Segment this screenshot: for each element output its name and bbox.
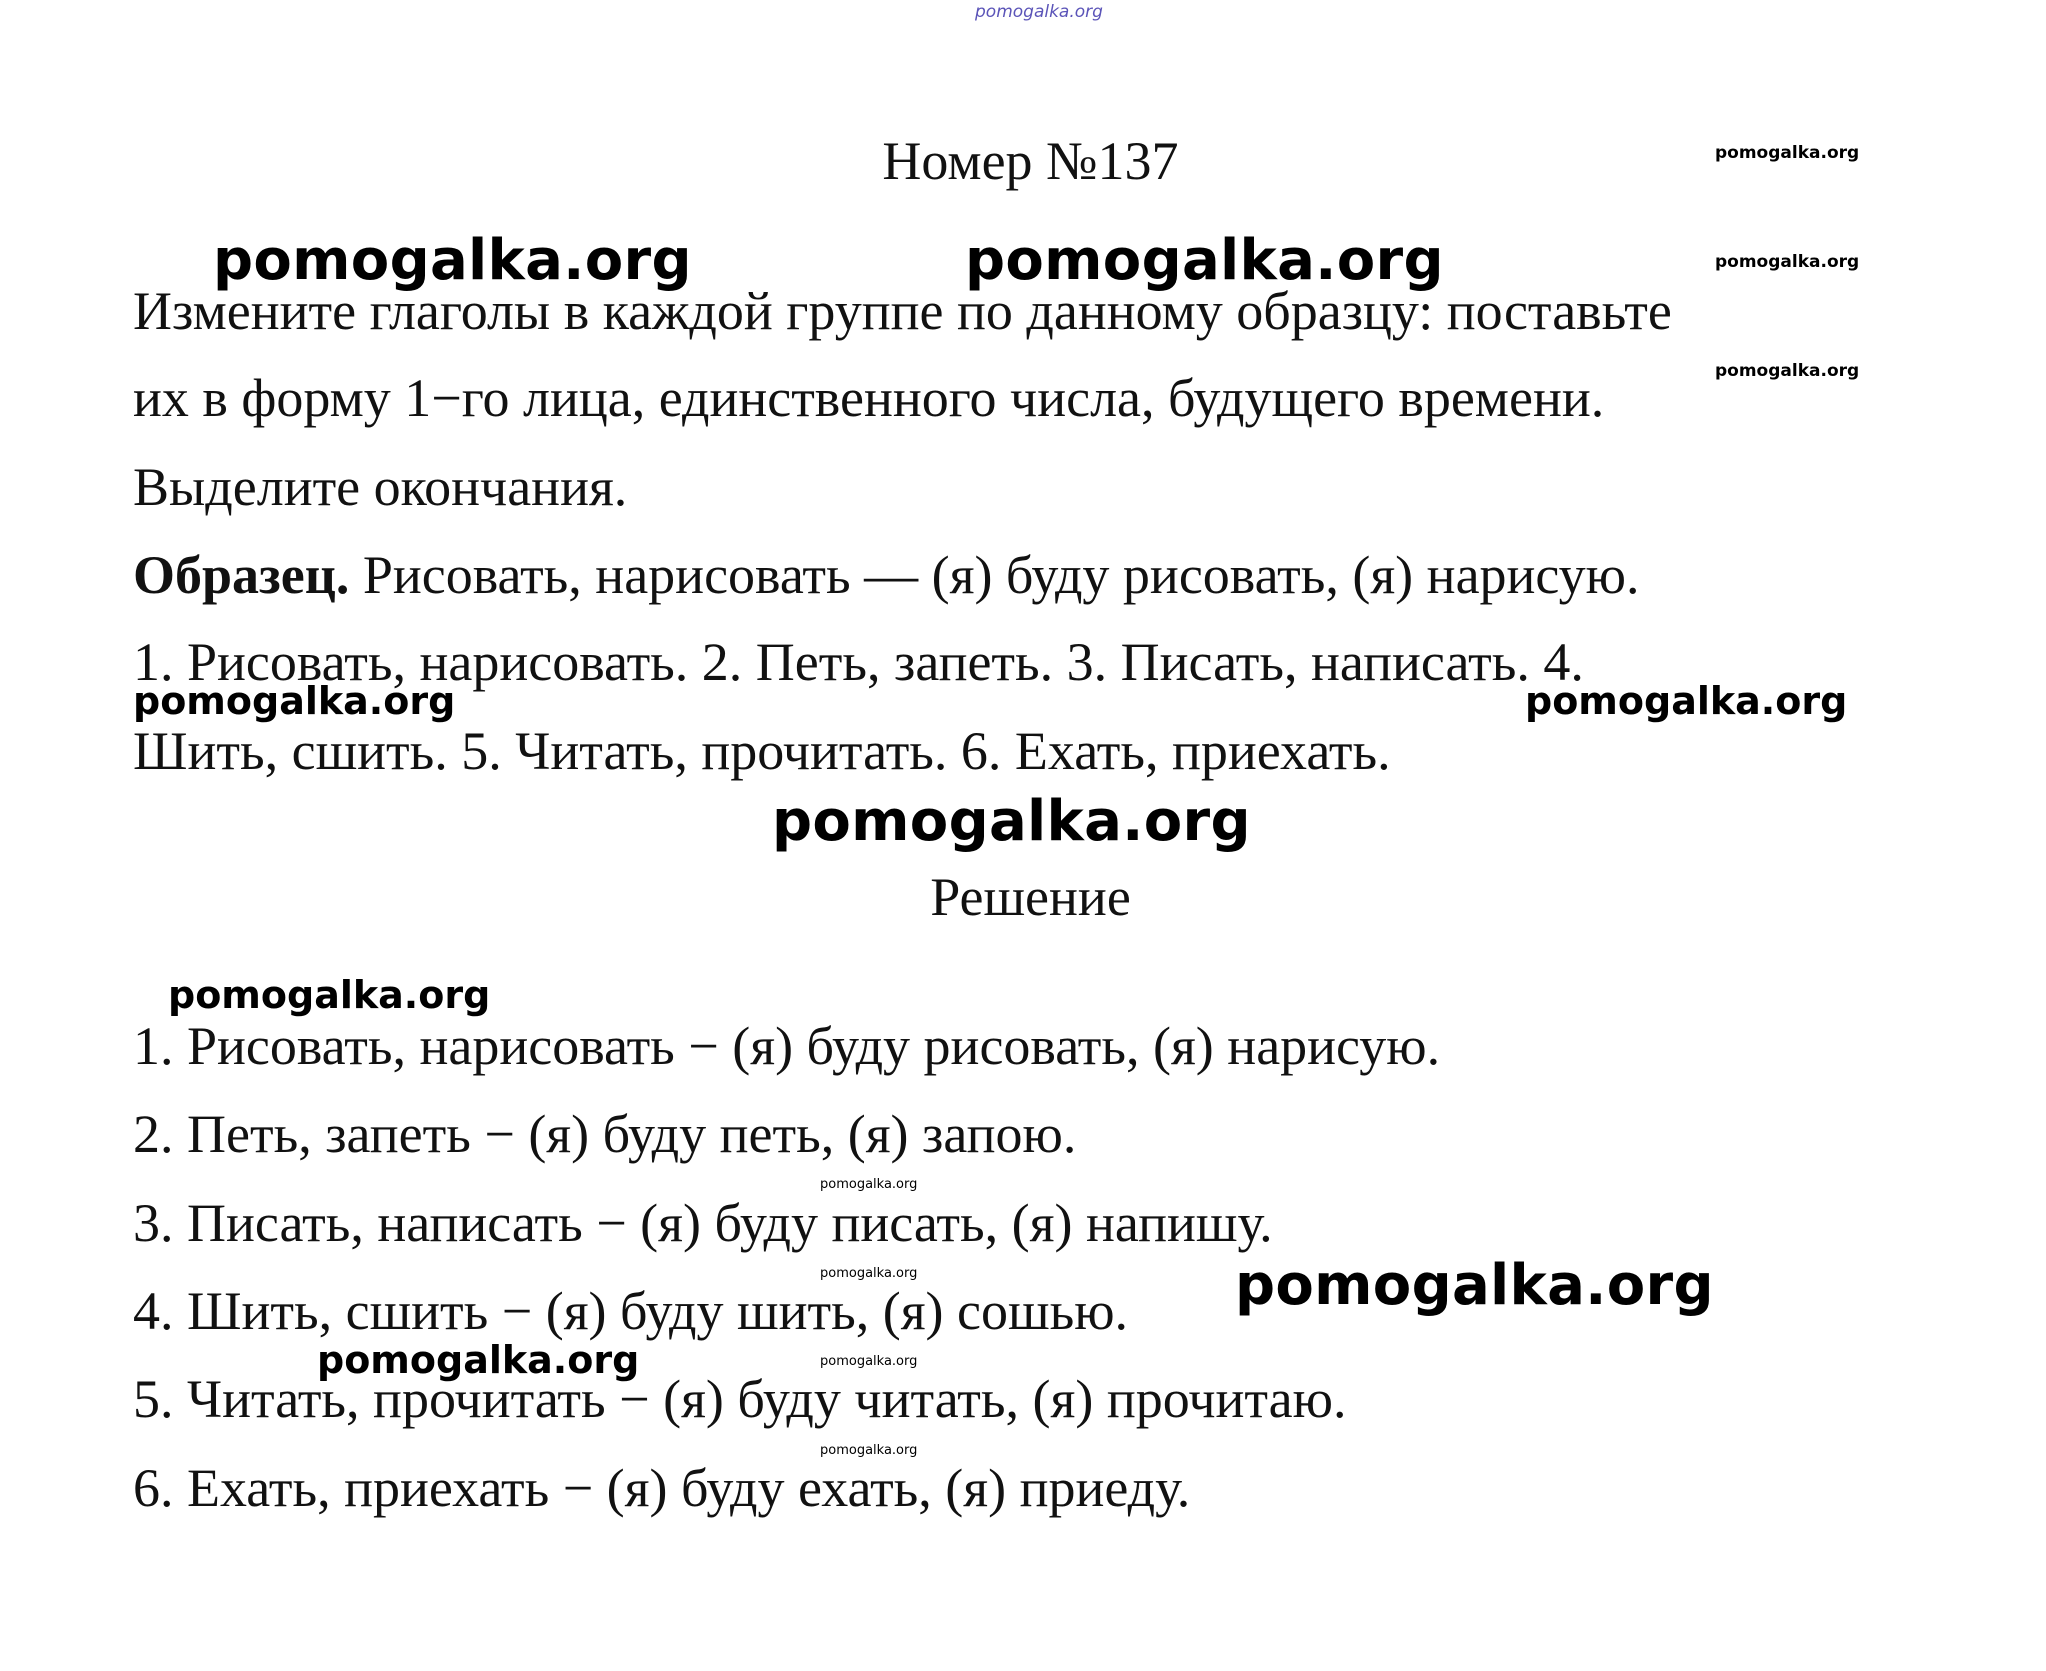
task-line-1: Измените глаголы в каждой группе по данному образцу: поставьте [133,281,1672,341]
answer-6: 6. Ехать, приехать − (я) буду ехать, (я) приеду. [133,1458,1191,1518]
sample-line [133,544,1640,606]
answer-1: 1. Рисовать, нарисовать − (я) буду рисовать, (я) нарисую. [133,1016,1441,1076]
watermark-small: pomogalka.org [1715,361,1860,381]
watermark-tiny: pomogalka.org [820,1177,918,1192]
task-line-2: их в форму 1−го лица, единственного числа, будущего времени. [133,368,1605,428]
page-title-text: Номер №137 [882,131,1179,191]
watermark-medium: pomogalka.org [1525,679,1848,723]
watermark-tiny: pomogalka.org [820,1266,918,1281]
watermark-top: pomogalka.org [975,2,1103,22]
watermark-large: pomogalka.org [1235,1253,1714,1318]
watermark-medium: pomogalka.org [168,973,491,1017]
watermark-small: pomogalka.org [1715,143,1860,163]
watermark-large: pomogalka.org [213,228,692,293]
watermark-small: pomogalka.org [1715,252,1860,272]
task-line-3: Выделите окончания. [133,457,628,517]
answer-4: 4. Шить, сшить − (я) буду шить, (я) сошью. [133,1281,1129,1341]
solution-heading-text: Решение [930,867,1131,927]
watermark-tiny: pomogalka.org [820,1443,918,1458]
sample-text: Рисовать, нарисовать — (я) буду рисовать, (я) нарисую. [349,545,1640,605]
items-line-2: Шить, сшить. 5. Читать, прочитать. 6. Ехать, приехать. [133,721,1391,781]
watermark-tiny: pomogalka.org [820,1354,918,1369]
watermark-large: pomogalka.org [772,789,1251,854]
answer-3: 3. Писать, написать − (я) буду писать, (я) напишу. [133,1193,1273,1253]
watermark-medium: pomogalka.org [133,679,456,723]
watermark-medium: pomogalka.org [317,1338,640,1382]
answer-2: 2. Петь, запеть − (я) буду петь, (я) запою. [133,1104,1077,1164]
sample-label: Образец. [133,545,350,605]
items-line-1: 1. Рисовать, нарисовать. 2. Петь, запеть. 3. Писать, написать. 4. [133,632,1584,692]
watermark-large: pomogalka.org [965,228,1444,293]
answer-5: 5. Читать, прочитать − (я) буду читать, (я) прочитаю. [133,1369,1347,1429]
solution-heading [0,866,2046,928]
